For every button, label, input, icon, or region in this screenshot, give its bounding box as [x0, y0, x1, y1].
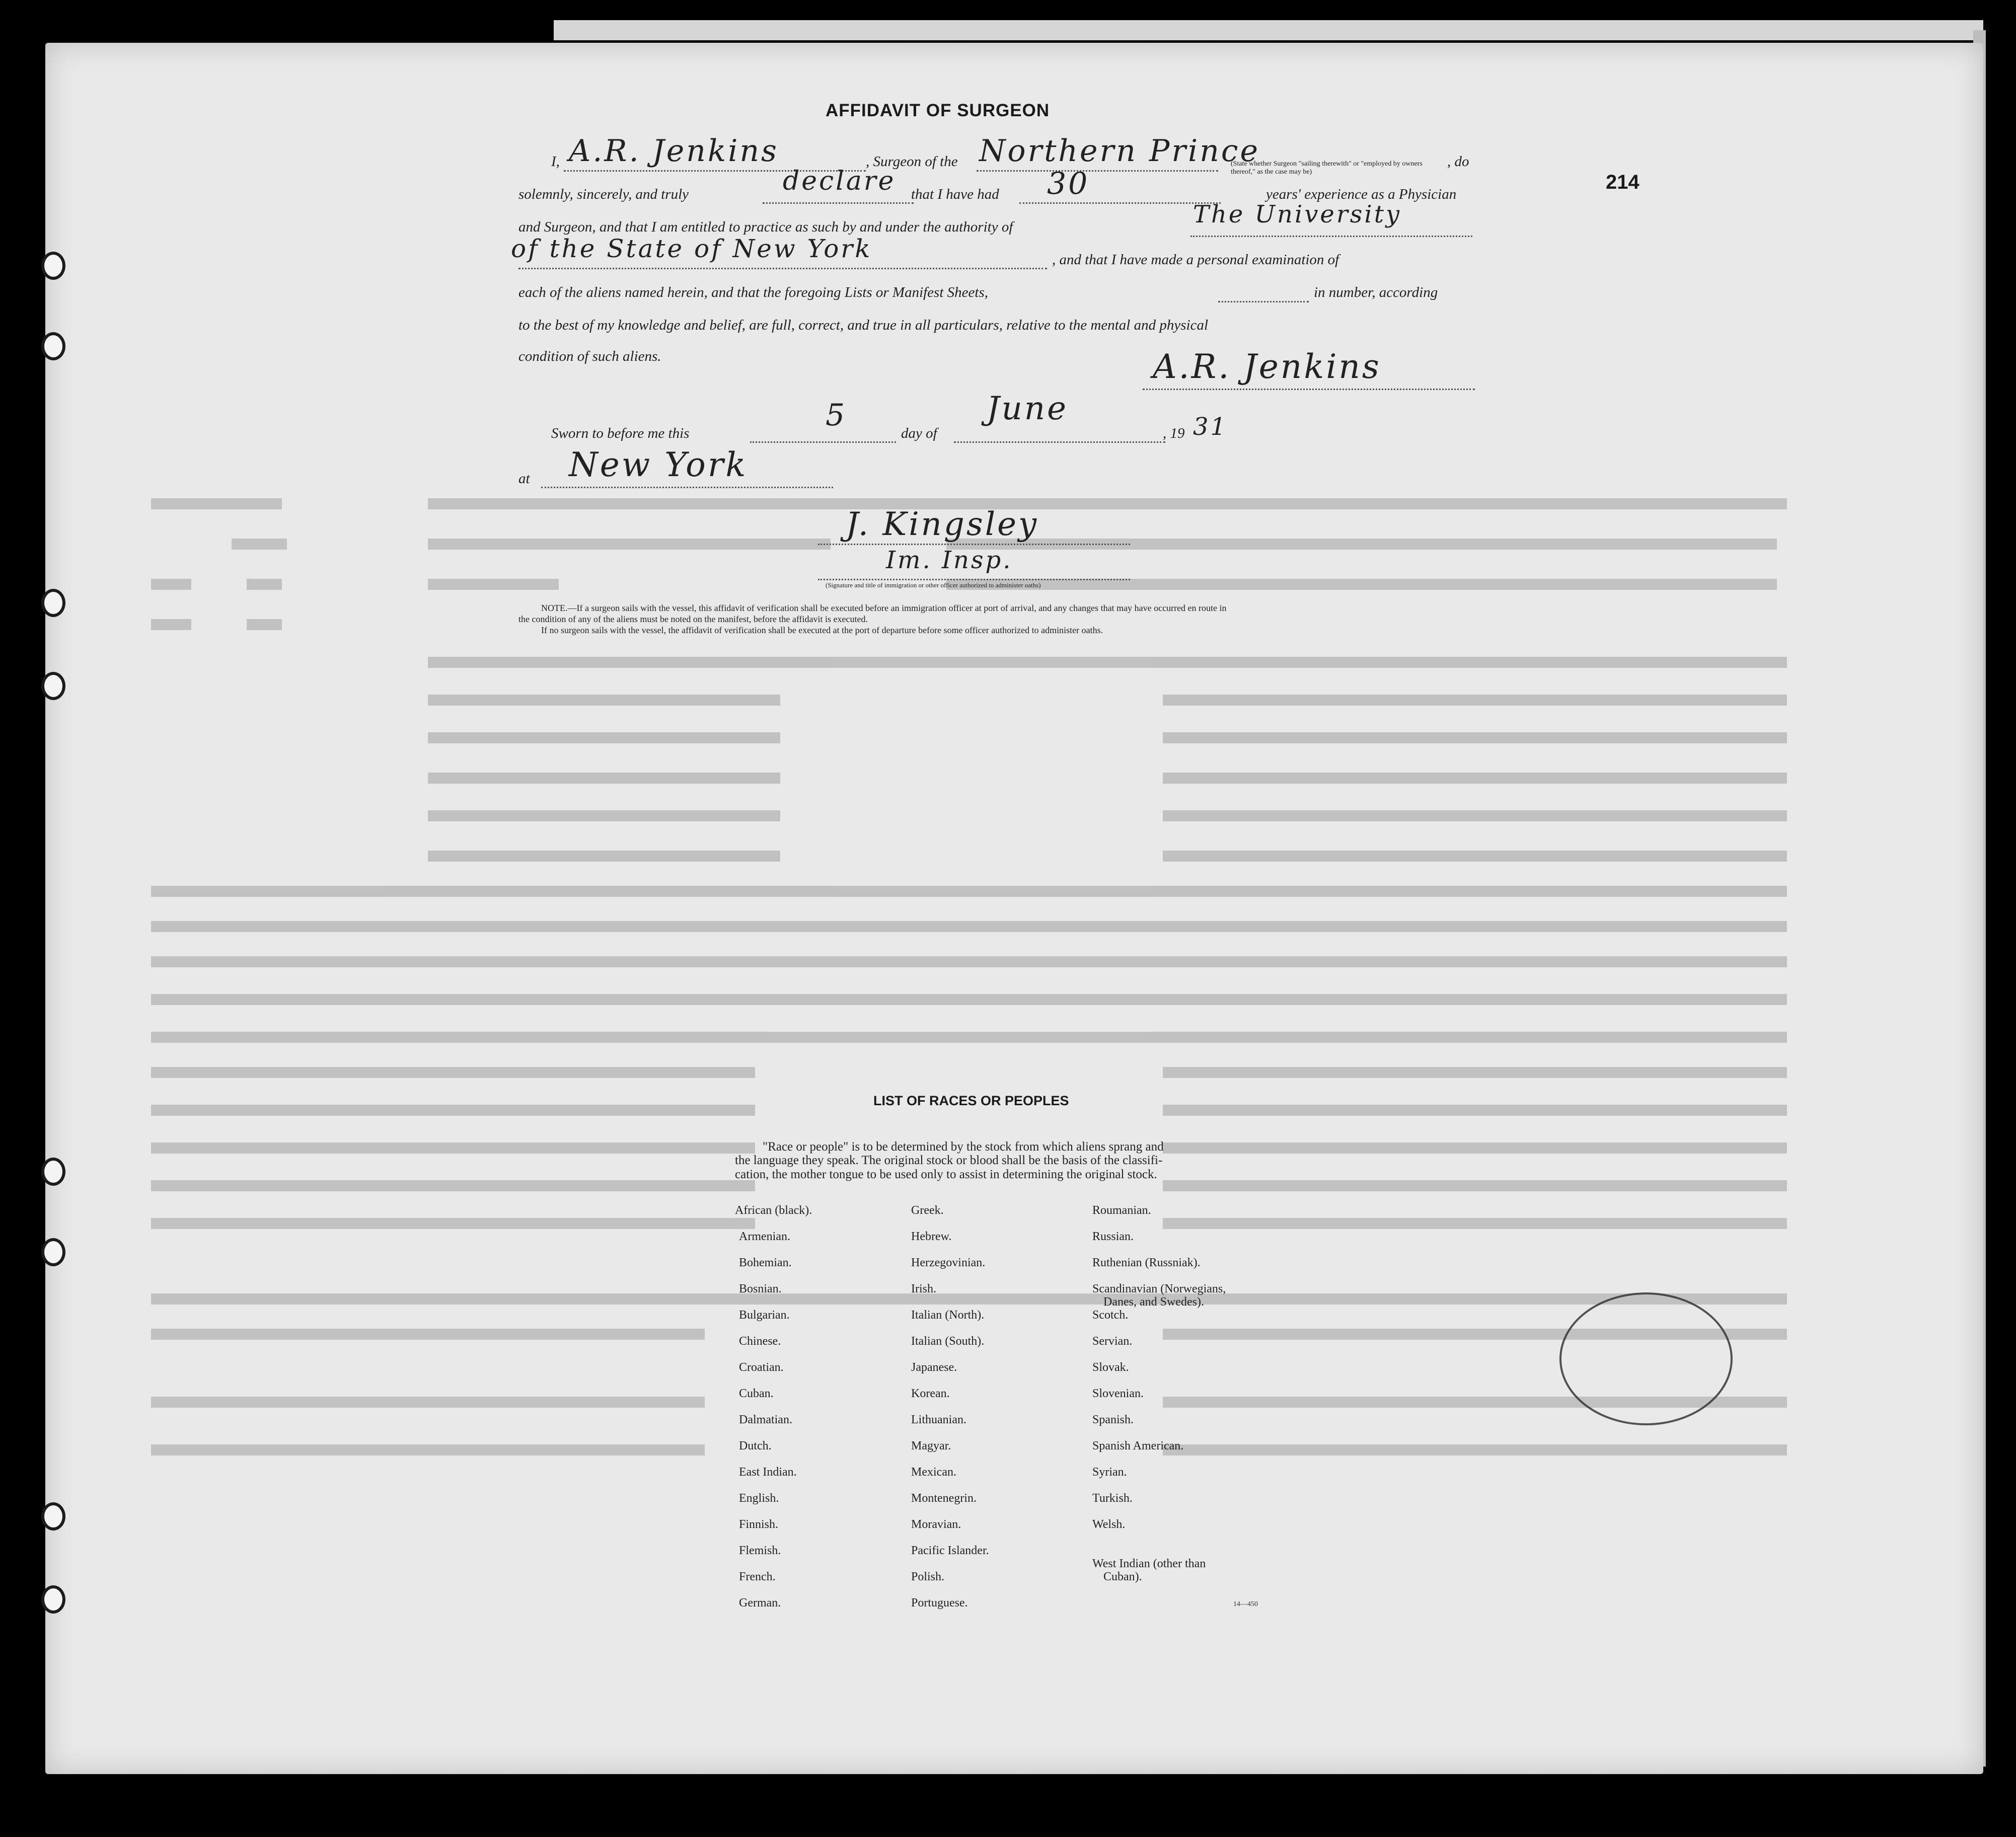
races-title: LIST OF RACES OR PEOPLES [873, 1093, 1069, 1108]
race-item: Danes, and Swedes). [1103, 1295, 1204, 1309]
day-of-label: day of [901, 425, 937, 441]
vessel-handwriting: Northern Prince [979, 133, 1260, 169]
race-item: Japanese. [911, 1361, 957, 1374]
declare-line [763, 202, 914, 204]
race-item: Dalmatian. [739, 1413, 792, 1426]
race-item: Cuban. [739, 1387, 774, 1400]
race-item: Turkish. [1092, 1492, 1133, 1505]
race-item: Italian (North). [911, 1309, 985, 1322]
officer-signature: J. Kingsley [846, 506, 1039, 543]
surgeon-signature-line [1143, 389, 1475, 390]
race-item: Herzegovinian. [911, 1256, 986, 1269]
declare-handwriting: declare [783, 166, 896, 196]
race-item: Slovenian. [1092, 1387, 1144, 1400]
authority-line [1190, 236, 1472, 237]
place-handwriting: New York [569, 445, 748, 484]
race-item: Mexican. [911, 1466, 956, 1479]
race-item: Magyar. [911, 1439, 951, 1452]
affidavit-line3: and Surgeon, and that I am entitled to practice as such by and under the authority of [518, 219, 1013, 235]
race-item: Scotch. [1092, 1309, 1129, 1322]
race-item: Italian (South). [911, 1335, 985, 1348]
day-handwriting: 5 [826, 398, 847, 433]
race-item: Russian. [1092, 1230, 1134, 1243]
state-line [518, 268, 1047, 269]
race-item: Polish. [911, 1570, 945, 1583]
affidavit-line4: , and that I have made a personal examination of [1052, 252, 1339, 268]
race-item: Moravian. [911, 1518, 961, 1531]
state-handwriting: of the State of New York [511, 234, 872, 263]
day-line [750, 441, 896, 443]
race-item: Bulgarian. [739, 1309, 790, 1322]
race-item: Bohemian. [739, 1256, 792, 1269]
race-item: Scandinavian (Norwegians, [1092, 1282, 1226, 1295]
affidavit-line1-end: , do [1447, 154, 1469, 170]
affidavit-line1-mid: , Surgeon of the [866, 154, 958, 170]
race-item: Armenian. [739, 1230, 790, 1243]
affidavit-line1-prefix: I, [551, 154, 560, 170]
race-item: Lithuanian. [911, 1413, 966, 1426]
month-line [954, 441, 1165, 443]
page-number: 214 [1606, 171, 1639, 193]
affidavit-title: AFFIDAVIT OF SURGEON [826, 101, 1050, 120]
officer-caption: (Signature and title of immigration or other officer authorized to administer oaths) [826, 581, 1041, 589]
authority-handwriting: The University [1193, 200, 1402, 228]
race-item: Bosnian. [739, 1282, 782, 1295]
race-item: Hebrew. [911, 1230, 952, 1243]
affidavit-line6: to the best of my knowledge and belief, are full, correct, and true in all particulars, relative to the mental and physical [518, 317, 1209, 333]
race-item: West Indian (other than [1092, 1557, 1206, 1570]
race-item: Syrian. [1092, 1466, 1127, 1479]
race-item: East Indian. [739, 1466, 797, 1479]
race-item: Portuguese. [911, 1596, 968, 1610]
race-item: Flemish. [739, 1544, 781, 1557]
surgeon-signature: A.R. Jenkins [1153, 347, 1381, 386]
place-line [541, 487, 833, 488]
officer-title-line [818, 579, 1130, 580]
race-item: Dutch. [739, 1439, 772, 1452]
race-item: Pacific Islander. [911, 1544, 989, 1557]
note-line3: If no surgeon sails with the vessel, the affidavit of verification shall be executed at the port of departure before some officer authorized to administer oaths. [541, 625, 1103, 635]
affidavit-line2-b: that I have had [911, 186, 999, 202]
race-item: Ruthenian (Russniak). [1092, 1256, 1201, 1269]
race-item: Servian. [1092, 1335, 1133, 1348]
note-line1: NOTE.—If a surgeon sails with the vessel, this affidavit of verification shall be executed before an immigration officer at port of arrival, and any changes that may have occurred en route in [541, 603, 1227, 613]
race-item: Croatian. [739, 1361, 784, 1374]
race-item: Cuban). [1103, 1570, 1142, 1583]
at-label: at [518, 471, 530, 487]
sheets-count-line [1218, 301, 1309, 302]
race-item: French. [739, 1570, 776, 1583]
affidavit-line2-a: solemnly, sincerely, and truly [518, 186, 689, 202]
race-item: African (black). [735, 1204, 812, 1217]
race-item: Slovak. [1092, 1361, 1129, 1374]
race-item: German. [739, 1596, 781, 1610]
years-handwriting: 30 [1047, 166, 1090, 201]
surgeon-name-handwriting: A.R. Jenkins [569, 133, 779, 169]
race-item: Chinese. [739, 1335, 781, 1348]
race-item: Welsh. [1092, 1518, 1126, 1531]
race-item: Greek. [911, 1204, 944, 1217]
race-item: Roumanian. [1092, 1204, 1151, 1217]
race-item: Spanish. [1092, 1413, 1134, 1426]
officer-signature-line [818, 544, 1130, 545]
sworn-before-label: Sworn to before me this [551, 425, 690, 441]
races-intro-2: the language they speak. The original stock or blood shall be the basis of the classifi- [735, 1154, 1163, 1167]
race-item: Irish. [911, 1282, 936, 1295]
form-code: 14—450 [1233, 1600, 1258, 1608]
years-line [1019, 202, 1221, 204]
note-line2: the condition of any of the aliens must be noted on the manifest, before the affidavit is executed. [518, 614, 868, 624]
year-handwriting: 31 [1193, 413, 1228, 441]
affidavit-line7: condition of such aliens. [518, 348, 661, 364]
affidavit-line5-a: each of the aliens named herein, and that the foregoing Lists or Manifest Sheets, [518, 284, 988, 300]
race-item: Korean. [911, 1387, 950, 1400]
month-handwriting: June [987, 390, 1068, 427]
race-item: Spanish American. [1092, 1439, 1184, 1452]
vessel-line [977, 170, 1218, 172]
race-item: Finnish. [739, 1518, 779, 1531]
race-item: English. [739, 1492, 779, 1505]
year-prefix: , 19 [1163, 425, 1185, 441]
officer-title: Im. Insp. [886, 546, 1013, 574]
affidavit-line2-c: years' experience as a Physician [1266, 186, 1457, 202]
race-item: Montenegrin. [911, 1492, 977, 1505]
races-intro-3: cation, the mother tongue to be used only to assist in determining the original stock. [735, 1168, 1157, 1181]
vessel-note: (State whether Surgeon "sailing therewith" or "employed by owners thereof," as the case may be) [1231, 160, 1423, 176]
races-intro-1: "Race or people" is to be determined by the stock from which aliens sprang and [763, 1140, 1164, 1154]
affidavit-line5-b: in number, according [1314, 284, 1438, 300]
